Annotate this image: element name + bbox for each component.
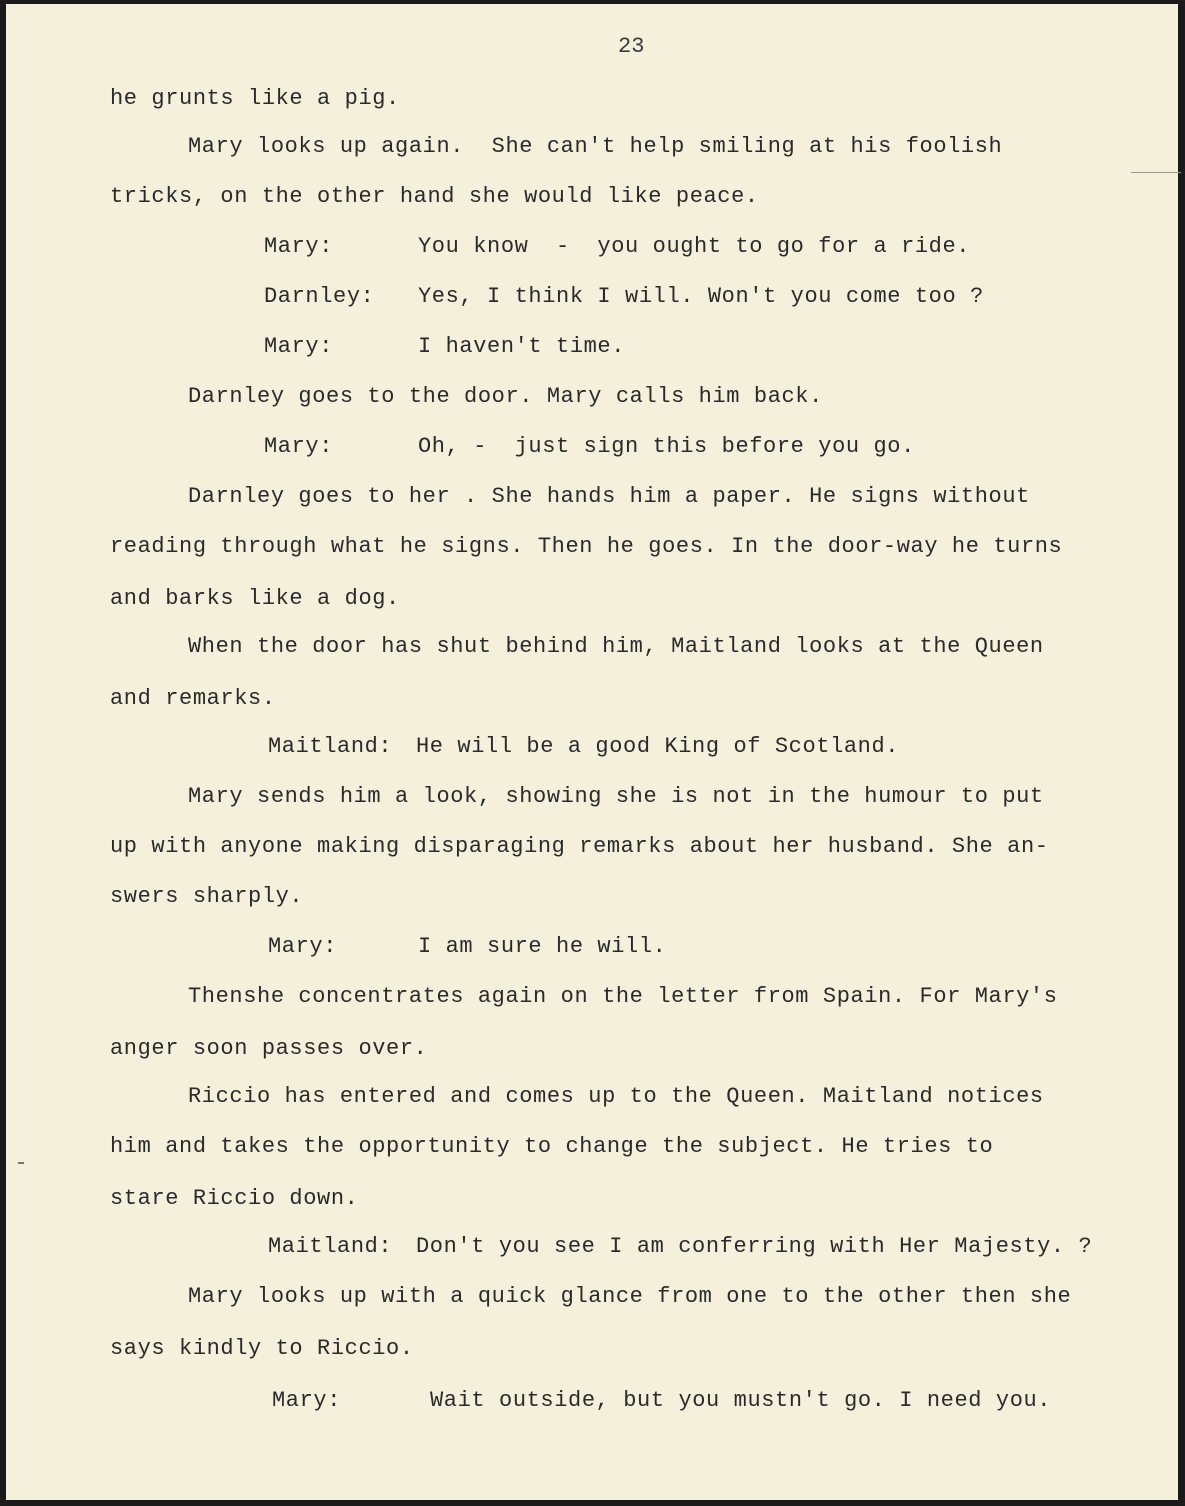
dialogue-text: He will be a good King of Scotland. [416, 734, 900, 759]
text-line: reading through what he signs. Then he goes. In the door-way he turns [110, 534, 1063, 559]
speaker-label: Mary: [264, 434, 334, 459]
dialogue-text: I am sure he will. [418, 934, 667, 959]
page-number: 23 [618, 34, 645, 59]
text-line: Darnley goes to the door. Mary calls him back. [188, 384, 823, 409]
text-line: Mary sends him a look, showing she is not in the humour to put [188, 784, 1044, 809]
text-line: he grunts like a pig. [110, 86, 400, 111]
text-line: Thenshe concentrates again on the letter from Spain. For Mary's [188, 984, 1058, 1009]
typescript-page [6, 4, 1178, 1500]
dialogue-text: You know - you ought to go for a ride. [418, 234, 971, 259]
speaker-label: Mary: [264, 334, 334, 359]
text-line: and remarks. [110, 686, 276, 711]
dialogue-text: Oh, - just sign this before you go. [418, 434, 915, 459]
speaker-label: Maitland: [268, 1234, 393, 1259]
speaker-label: Mary: [268, 934, 338, 959]
text-line: Darnley goes to her . She hands him a paper. He signs without [188, 484, 1030, 509]
text-line: tricks, on the other hand she would like peace. [110, 184, 759, 209]
text-line: up with anyone making disparaging remarks about her husband. She an- [110, 834, 1049, 859]
text-line: Mary looks up with a quick glance from one to the other then she [188, 1284, 1072, 1309]
text-line: anger soon passes over. [110, 1036, 428, 1061]
text-line: Riccio has entered and comes up to the Queen. Maitland notices [188, 1084, 1044, 1109]
text-line: stare Riccio down. [110, 1186, 359, 1211]
text-line: swers sharply. [110, 884, 304, 909]
text-line: Mary looks up again. She can't help smiling at his foolish [188, 134, 1003, 159]
margin-mark [1131, 172, 1181, 173]
margin-mark [18, 1162, 24, 1164]
speaker-label: Darnley: [264, 284, 375, 309]
dialogue-text: Don't you see I am conferring with Her Majesty. ? [416, 1234, 1093, 1259]
dialogue-text: Yes, I think I will. Won't you come too ? [418, 284, 984, 309]
dialogue-text: I haven't time. [418, 334, 626, 359]
text-line: says kindly to Riccio. [110, 1336, 414, 1361]
text-line: and barks like a dog. [110, 586, 400, 611]
speaker-label: Maitland: [268, 734, 393, 759]
speaker-label: Mary: [264, 234, 334, 259]
text-line: When the door has shut behind him, Maitland looks at the Queen [188, 634, 1044, 659]
text-line: him and takes the opportunity to change the subject. He tries to [110, 1134, 994, 1159]
speaker-label: Mary: [272, 1388, 342, 1413]
dialogue-text: Wait outside, but you mustn't go. I need you. [430, 1388, 1052, 1413]
